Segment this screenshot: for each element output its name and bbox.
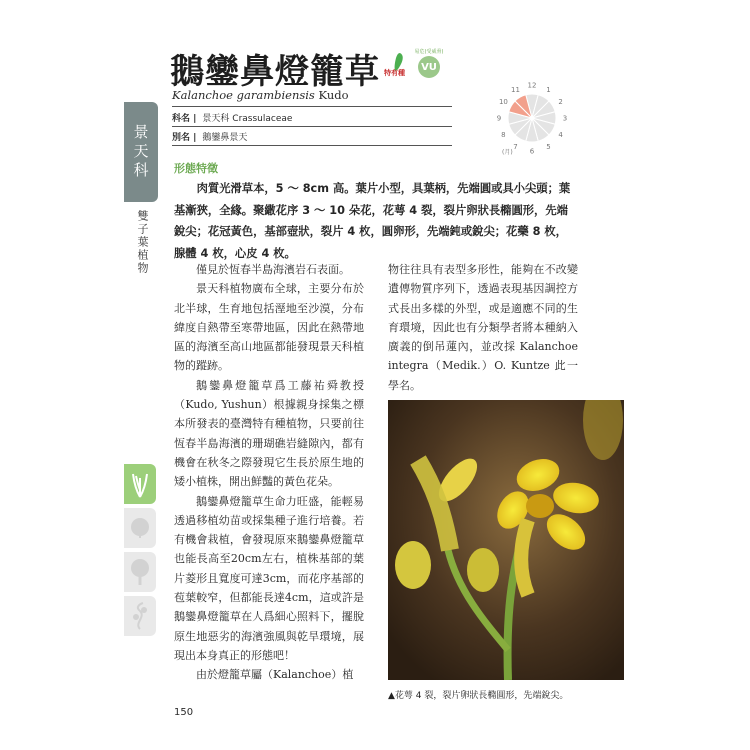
paragraph: 鵝鑾鼻燈籠草爲工藤祐舜教授（Kudo, Yushun）根據親身採集之標本所發表的臺灣特有種植物，只要前往恆春半島海濱的珊瑚礁岩縫隙內，都有機會在秋冬之際發現它生長於原生地的矮小植株，開出鮮豔的黃色花朵。 bbox=[174, 378, 364, 489]
month-label: 2 bbox=[558, 98, 563, 106]
conservation-caption: 易危(受威脅) bbox=[414, 49, 444, 55]
family-row bbox=[172, 111, 292, 124]
endemic-label: 特有種 bbox=[384, 69, 405, 77]
vu-status-icon: VU bbox=[418, 56, 440, 78]
page-number: 150 bbox=[174, 707, 194, 718]
section-heading: 形態特徵 bbox=[174, 162, 218, 175]
scientific-name bbox=[172, 88, 349, 102]
paragraph: 由於燈籠草屬（Kalanchoe）植 bbox=[196, 668, 354, 682]
month-label: 4 bbox=[558, 131, 563, 139]
paragraph: 景天科植物廣布全球，主要分布於北半球，生育地包括溼地至沙漠，分布緯度自熱帶至寒帶地區，因此在熱帶地區的海濱至高山地區都能發現景天科植物的蹤跡。 bbox=[174, 282, 364, 373]
flower-photo bbox=[388, 400, 624, 680]
vine-habit-icon bbox=[124, 596, 156, 636]
alias-label: 別名 | bbox=[172, 133, 197, 143]
month-wheel bbox=[494, 80, 570, 156]
paragraph: 鵝鑾鼻燈籠草生命力旺盛，能輕易透過移植幼苗或採集種子進行培養。若有機會栽植，會發現原來鵝鑾鼻燈籠草也能長高至20cm左右，植株基部的葉片菱形且寬度可達3cm，而花序基部的苞葉較窄，但都能長達4cm，這或許是鵝鑾鼻燈籠草在人爲細心照料下，擺脫原生地惡劣的海濱強風與乾旱環境，展現出本身真正的形態吧！ bbox=[174, 494, 364, 662]
family-label: 科名 | bbox=[172, 114, 197, 124]
divider-mid bbox=[172, 126, 452, 127]
alias-row bbox=[172, 130, 247, 143]
month-label: 5 bbox=[546, 143, 551, 152]
month-label: 10 bbox=[498, 98, 508, 106]
page-title: 鵝鑾鼻燈籠草 bbox=[170, 52, 380, 92]
divider-top bbox=[172, 106, 452, 107]
paragraph: 僅見於恆春半島海濱岩石表面。 bbox=[196, 263, 350, 276]
author: Kudo bbox=[318, 88, 349, 102]
photo-caption: ▲花萼 4 裂，裂片卵狀長橢圓形，先端銳尖。 bbox=[388, 691, 569, 701]
family-value: 景天科 Crassulaceae bbox=[202, 114, 293, 124]
month-label: 12 bbox=[527, 81, 537, 90]
tree-habit-icon bbox=[124, 552, 156, 592]
plant-group-label: 雙子葉植物 bbox=[136, 210, 149, 275]
morphology-description: 肉質光滑草本，5 ～ 8cm 高。葉片小型，具葉柄，先端圓或具小尖頭；葉基漸狹，全緣。聚繖花序 3 ～ 10 朵花，花萼 4 裂，裂片卵狀長橢圓形，先端銳尖；花冠黃色，基部壺狀，裂片 4 枚，圓卵形，先端鈍或銳尖；花藥 8 枚，腺體 4 枚，心皮 4 枚。 bbox=[174, 182, 571, 260]
paragraph: 物往往具有表型多形性，能夠在不改變遺傳物質序列下，透過表現基因調控方式長出多樣的外型，或是適應不同的生育環境，因此也有分類學者將本種納入廣義的倒吊蓮內，並改採 Kalanchoe integra（Medik.）O. Kuntze 此一學名。 bbox=[388, 263, 578, 392]
body-column-1 bbox=[174, 260, 364, 685]
family-tab: 景天科 bbox=[124, 102, 158, 202]
endemic-badge bbox=[384, 52, 414, 78]
genus-species: Kalanchoe garambiensis bbox=[172, 88, 315, 102]
alias-value: 鵝鑾鼻景天 bbox=[202, 133, 248, 143]
month-label: 1 bbox=[546, 85, 551, 94]
shrub-habit-icon bbox=[124, 508, 156, 548]
conservation-badge bbox=[414, 50, 444, 80]
flowering-months-dial bbox=[494, 80, 570, 156]
month-label: 11 bbox=[511, 85, 520, 94]
month-label: 9 bbox=[496, 114, 502, 123]
herb-habit-icon bbox=[124, 464, 156, 504]
body-column-2 bbox=[388, 260, 578, 395]
month-label: 7 bbox=[513, 143, 518, 152]
month-label: 8 bbox=[501, 131, 506, 139]
month-unit-label: (月) bbox=[502, 149, 513, 156]
divider-bottom bbox=[172, 145, 452, 146]
month-label: 6 bbox=[529, 147, 535, 156]
month-label: 3 bbox=[562, 114, 568, 123]
